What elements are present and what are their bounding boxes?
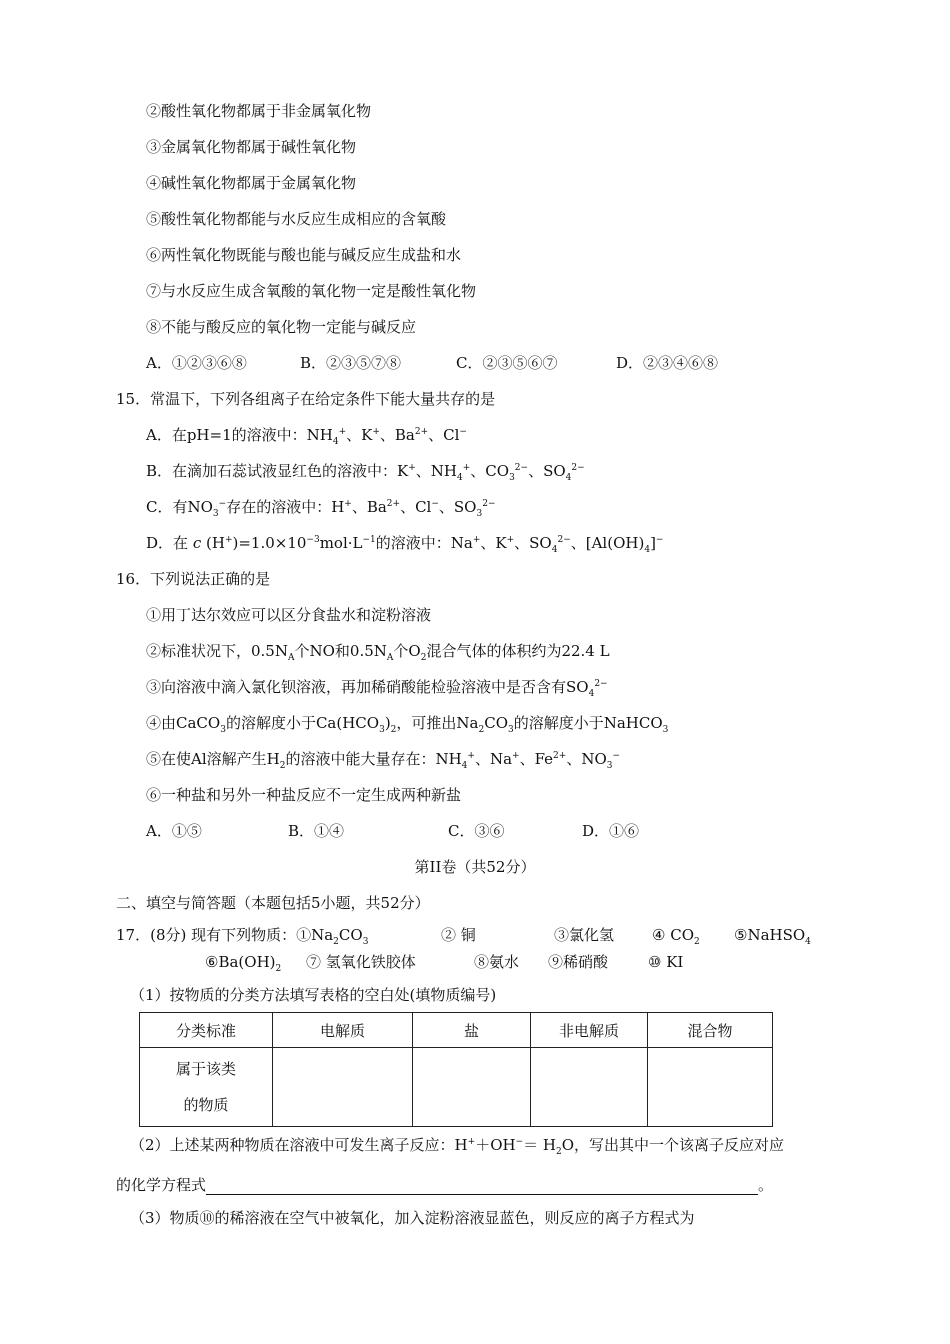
q16-item-3: ③向溶液中滴入氯化钡溶液，再加稀硝酸能检验溶液中是否含有$SO_4^{2-}$ bbox=[146, 678, 608, 699]
q15-option-d: D．在 c $(H^+)=1.0\times 10^{-3}mol\cdot L^{-1}$的溶液中：Na+、K+、$SO_4^{2-}$、$[Al(OH)_4]^-$ bbox=[146, 534, 664, 555]
q14-choice-a: A．①②③⑥⑧ bbox=[146, 354, 247, 372]
q17-substance-8: ⑧氨水 bbox=[474, 953, 520, 971]
table-header: 分类标准 bbox=[140, 1013, 273, 1048]
q14-item-6: ⑥两性氧化物既能与酸也能与碱反应生成盐和水 bbox=[146, 246, 462, 264]
q15-option-b: B．在滴加石蕊试液显红色的溶液中：K+、$NH_4^+$、$CO_3^{2-}$、$SO_4^{2-}$ bbox=[146, 462, 585, 483]
q17-substance-10: ⑩ KI bbox=[648, 953, 684, 971]
table-header: 非电解质 bbox=[531, 1013, 648, 1048]
q17-substance-7: ⑦ 氢氧化铁胶体 bbox=[306, 953, 416, 971]
q15-option-c: C．有$NO_3^-$存在的溶液中：H+、$Ba^{2+}$、Cl−、$SO_3^{2-}$ bbox=[146, 498, 496, 519]
answer-cell-salt[interactable] bbox=[413, 1048, 531, 1127]
q14-item-3: ③金属氧化物都属于碱性氧化物 bbox=[146, 138, 357, 156]
q14-choice-c: C．②③⑤⑥⑦ bbox=[456, 354, 558, 372]
classification-table bbox=[139, 1012, 773, 1127]
q16-item-1: ①用丁达尔效应可以区分食盐水和淀粉溶液 bbox=[146, 606, 432, 624]
q17-substance-4: ④ $CO_2$ bbox=[652, 926, 700, 947]
q14-item-7: ⑦与水反应生成含氧酸的氧化物一定是酸性氧化物 bbox=[146, 282, 477, 300]
q14-choice-b: B．②③⑤⑦⑧ bbox=[300, 354, 402, 372]
section-part2-heading: 二、填空与简答题（本题包括5小题，共52分） bbox=[116, 894, 430, 912]
q17-subquestion-1: （1）按物质的分类方法填写表格的空白处(填物质编号) bbox=[130, 986, 497, 1004]
q14-item-4: ④碱性氧化物都属于金属氧化物 bbox=[146, 174, 357, 192]
q16-choice-d: D．①⑥ bbox=[582, 822, 640, 840]
q14-item-8: ⑧不能与酸反应的氧化物一定能与碱反应 bbox=[146, 318, 417, 336]
q14-item-5: ⑤酸性氧化物都能与水反应生成相应的含氧酸 bbox=[146, 210, 447, 228]
table-header: 电解质 bbox=[273, 1013, 413, 1048]
q16-item-6: ⑥一种盐和另外一种盐反应不一定生成两种新盐 bbox=[146, 786, 462, 804]
q14-item-2: ②酸性氧化物都属于非金属氧化物 bbox=[146, 102, 372, 120]
q17-substances-line1: 17．(8分) 现有下列物质：$①Na_2CO_3$ bbox=[116, 926, 369, 947]
answer-cell-mixture[interactable] bbox=[648, 1048, 773, 1127]
q17-subquestion-2-answer-line: 的化学方程式 。 bbox=[116, 1176, 774, 1194]
q17-subquestion-3: （3）物质⑩的稀溶液在空气中被氧化，加入淀粉溶液显蓝色，则反应的离子方程式为 bbox=[130, 1209, 695, 1227]
table-header: 盐 bbox=[413, 1013, 531, 1048]
q16-stem: 16．下列说法正确的是 bbox=[116, 570, 271, 588]
q17-substance-2: ② 铜 bbox=[441, 926, 476, 944]
answer-blank[interactable] bbox=[206, 1180, 758, 1195]
q17-substance-9: ⑨稀硝酸 bbox=[548, 953, 609, 971]
table-row-label: 属于该类 的物质 bbox=[140, 1048, 273, 1127]
answer-cell-electrolyte[interactable] bbox=[273, 1048, 413, 1127]
q15-option-a: A．在pH=1的溶液中：$NH_4^+$、K+、$Ba^{2+}$、Cl− bbox=[146, 426, 467, 447]
q16-choice-c: C．③⑥ bbox=[448, 822, 505, 840]
q17-subquestion-2: （2）上述某两种物质在溶液中可发生离子反应：$H^++OH^-= H_2O$，写出其中一个该离子反应对应 bbox=[130, 1136, 785, 1157]
q17-substance-3: ③氯化氢 bbox=[554, 926, 615, 944]
q17-substance-6: $⑥Ba(OH)_2$ bbox=[205, 953, 282, 974]
q16-item-5: ⑤在使Al溶解产生$H_2$的溶液中能大量存在：$NH_4^+$、Na+、$Fe^{2+}$、$NO_3^-$ bbox=[146, 750, 621, 771]
q16-item-2: ②标准状况下，$0.5N_A$个NO和$0.5N_A$个$O_2$混合气体的体积约为22.4 L bbox=[146, 642, 610, 663]
q16-choice-a: A．①⑤ bbox=[146, 822, 202, 840]
q14-choice-d: D．②③④⑥⑧ bbox=[616, 354, 719, 372]
q17-substance-5: ⑤NaHSO$_4$ bbox=[734, 926, 811, 947]
section-title: 第II卷（共52分） bbox=[414, 858, 536, 876]
q16-choice-b: B．①④ bbox=[288, 822, 345, 840]
q16-item-4: ④由CaCO$_3$的溶解度小于$Ca(HCO_3)_2$，可推出$Na_2CO_3$的溶解度小于NaHCO$_3$ bbox=[146, 714, 669, 735]
q15-stem: 15．常温下，下列各组离子在给定条件下能大量共存的是 bbox=[116, 390, 496, 408]
answer-cell-nonelectrolyte[interactable] bbox=[531, 1048, 648, 1127]
table-header: 混合物 bbox=[648, 1013, 773, 1048]
